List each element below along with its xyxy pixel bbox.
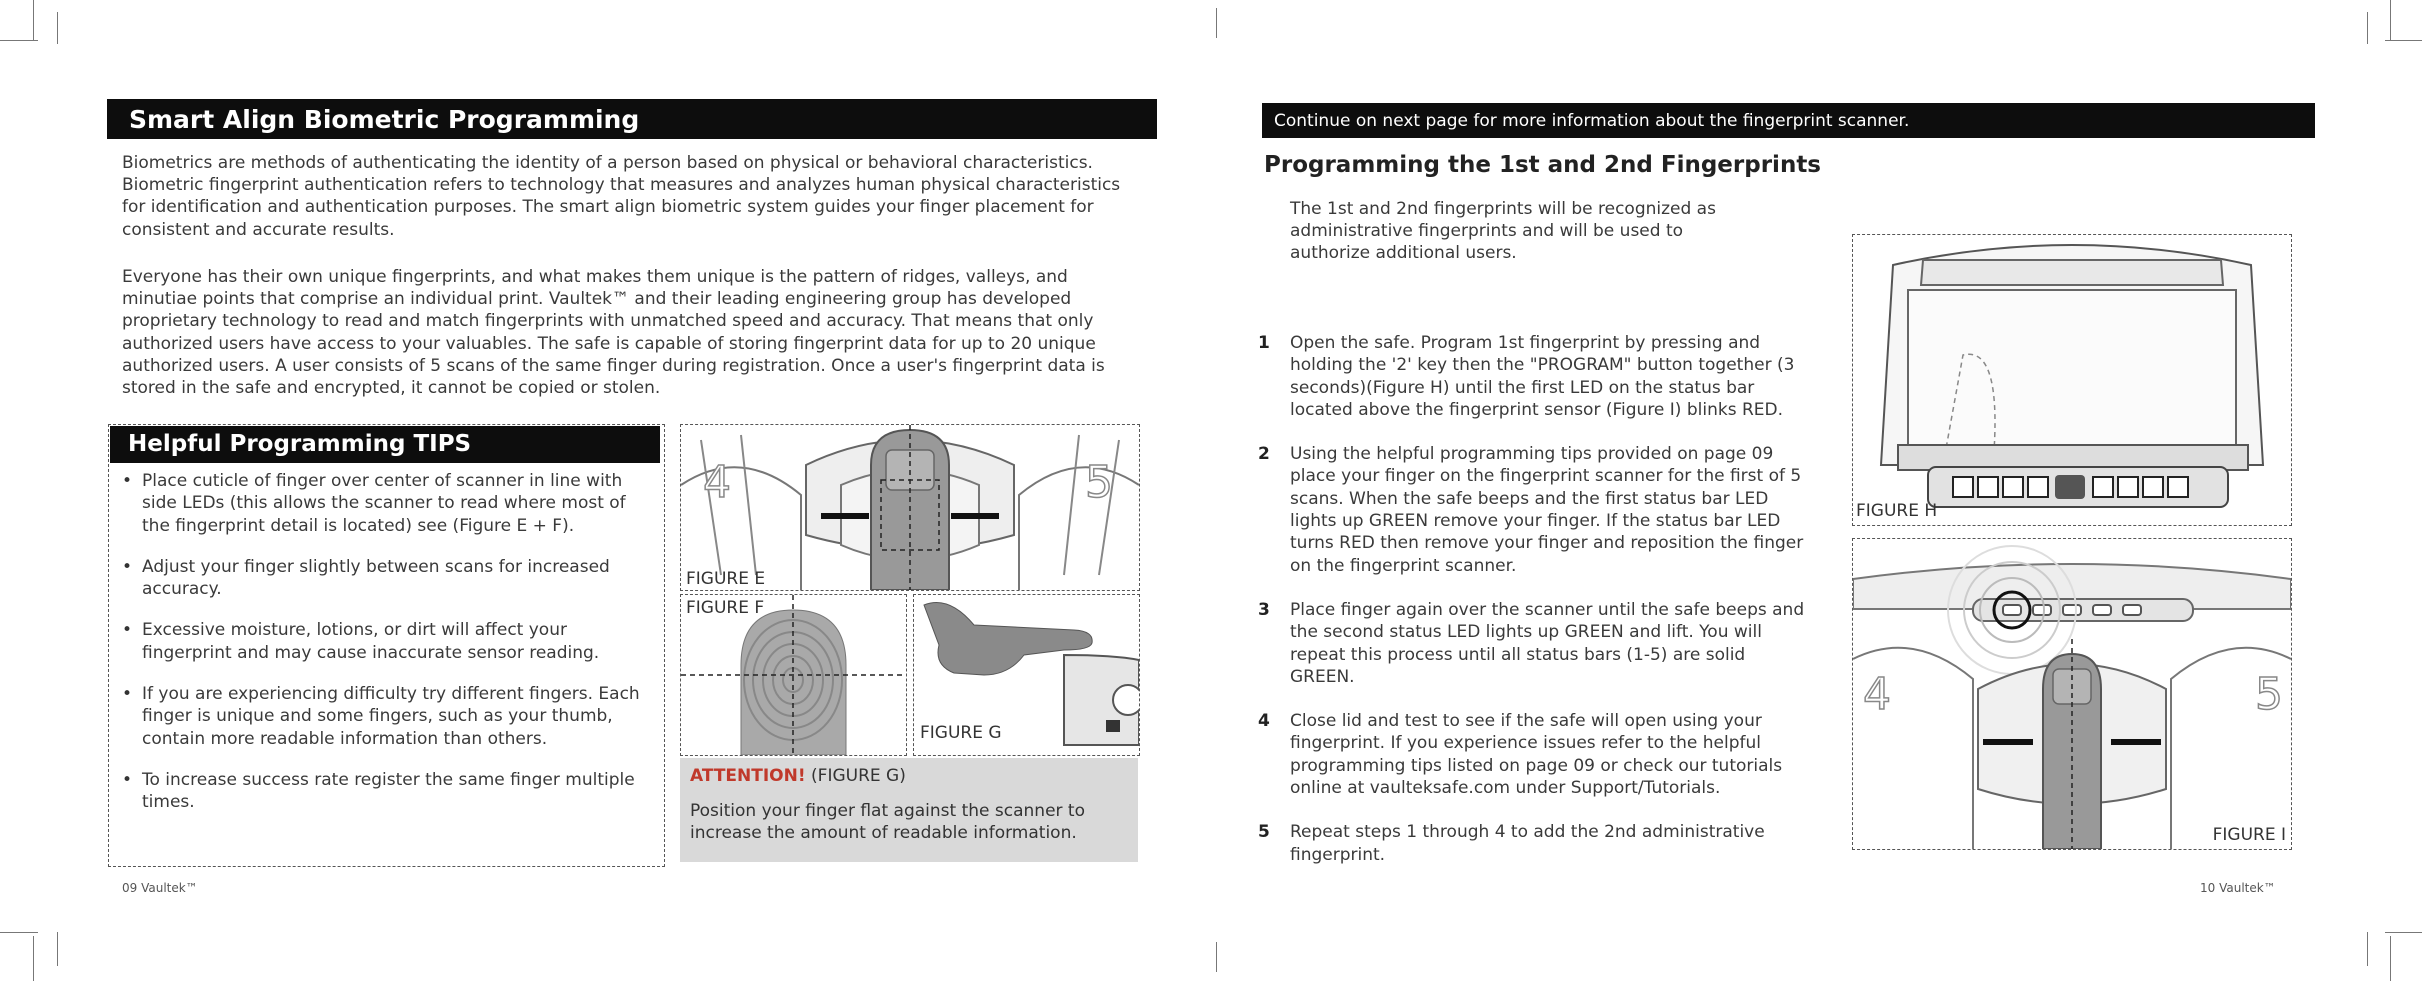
step-text: Using the helpful programming tips provided on page 09 place your finger on the fingerprint scanner for the first of 5 scans. When the safe beeps and the first status bar LED lights up GREEN remove your finger. If the status bar LED turns RED then remove your finger and reposition the finger on the fingerprint scanner. <box>1290 444 1804 576</box>
figure-e <box>680 424 1140 591</box>
intro-paragraph: Biometrics are methods of authenticating the identity of a person based on physical or behavioral characteristics. Biometric fingerprint authentication refers to technology that measures and analyzes human physical characteristics for identification and authentication purposes. The smart align biometric system guides your finger placement for consistent and accurate results. <box>122 153 1121 240</box>
step-item <box>1258 332 1810 421</box>
step-text: Place finger again over the scanner until the safe beeps and the second status LED lights up GREEN and lift. You will repeat this process until all status bars (1-5) are solid GREEN. <box>1290 599 1805 687</box>
tip-item: • To increase success rate register the same finger multiple times. <box>122 769 657 814</box>
right-intro: The 1st and 2nd fingerprints will be recognized as administrative fingerprints and will be used to authorize additional users. <box>1290 199 1716 264</box>
programming-steps <box>1258 332 1810 888</box>
figure-e-label: FIGURE E <box>686 569 766 589</box>
step-number: 5 <box>1258 822 1270 843</box>
figure-i-key-5: 5 <box>2255 669 2283 720</box>
step-number: 1 <box>1258 333 1270 353</box>
tip-item: • Place cuticle of finger over center of scanner in line with side LEDs (this allows the scanner to read where most of the fingerprint detail is located) see (Figure E + F). <box>122 470 657 537</box>
figure-g <box>913 594 1140 756</box>
step-number: 4 <box>1258 711 1270 732</box>
attention-label: ATTENTION! <box>690 766 806 786</box>
right-page-footer: 10 Vaultek™ <box>2200 881 2276 895</box>
figure-e-illustration <box>681 425 1139 590</box>
attention-text: Position your finger flat against the scanner to increase the amount of readable information. <box>690 801 1085 844</box>
tips-title-bar <box>110 426 660 463</box>
figure-f-label: FIGURE F <box>686 598 765 618</box>
attention-box <box>680 758 1138 862</box>
tips-title: Helpful Programming TIPS <box>128 431 472 457</box>
step-item <box>1258 599 1810 688</box>
figure-h-label: FIGURE H <box>1856 501 1938 521</box>
key-4-label: 4 <box>703 457 731 508</box>
figure-g-label: FIGURE G <box>920 723 1002 743</box>
left-title-bar <box>107 99 1157 139</box>
figure-f-illustration <box>681 595 906 755</box>
figure-i-label: FIGURE I <box>2212 825 2286 845</box>
detail-paragraph: Everyone has their own unique fingerprints, and what makes them unique is the pattern of ridges, valleys, and minutiae points that comprise an individual print. Vaultek™ and their leading engineering group has developed proprietary technology to read and match fingerprints with unmatched speed and accuracy. That means that only authorized users have access to your valuables. The safe is capable of storing fingerprint data for up to 20 unique authorized users. A user consists of 5 scans of the same finger during registration. Once a user's fingerprint data is stored in the safe and encrypted, it cannot be copied or stolen. <box>122 267 1105 399</box>
step-text: Repeat steps 1 through 4 to add the 2nd administrative fingerprint. <box>1290 822 1765 865</box>
banner-text: Continue on next page for more information about the fingerprint scanner. <box>1274 111 1910 131</box>
figure-i <box>1852 538 2292 850</box>
step-text: Open the safe. Program 1st fingerprint by pressing and holding the '2' key then the "PROGRAM" button together (3 seconds)(Figure H) until the first LED on the status bar located above the fingerprint sensor (Figure I) blinks RED. <box>1290 333 1795 420</box>
tip-item: • Adjust your finger slightly between scans for increased accuracy. <box>122 556 657 601</box>
step-number: 3 <box>1258 599 1270 620</box>
figure-f <box>680 594 907 756</box>
step-number: 2 <box>1258 444 1270 465</box>
tip-item: • Excessive moisture, lotions, or dirt will affect your fingerprint and may cause inaccurate sensor reading. <box>122 619 657 664</box>
step-item <box>1258 443 1810 577</box>
tips-list <box>122 470 657 833</box>
figure-i-illustration <box>1853 539 2291 849</box>
step-item <box>1258 821 1810 866</box>
left-page-footer: 09 Vaultek™ <box>122 881 198 895</box>
figure-h <box>1852 234 2292 526</box>
figure-h-illustration <box>1853 235 2291 525</box>
tip-item: • If you are experiencing difficulty try different fingers. Each finger is unique and some fingers, such as your thumb, contain more readable information than others. <box>122 683 657 750</box>
section-heading: Programming the 1st and 2nd Fingerprints <box>1264 152 1821 178</box>
page-title: Smart Align Biometric Programming <box>129 105 640 134</box>
figure-i-key-4: 4 <box>1863 669 1891 720</box>
key-5-label: 5 <box>1085 457 1113 508</box>
step-text: Close lid and test to see if the safe will open using your fingerprint. If you experience issues refer to the helpful programming tips listed on page 09 or check our tutorials online at vaulteksafe.com under Support/Tutorials. <box>1290 711 1783 799</box>
attention-ref: (FIGURE G) <box>811 766 906 786</box>
right-banner <box>1262 103 2315 138</box>
step-item <box>1258 710 1810 799</box>
